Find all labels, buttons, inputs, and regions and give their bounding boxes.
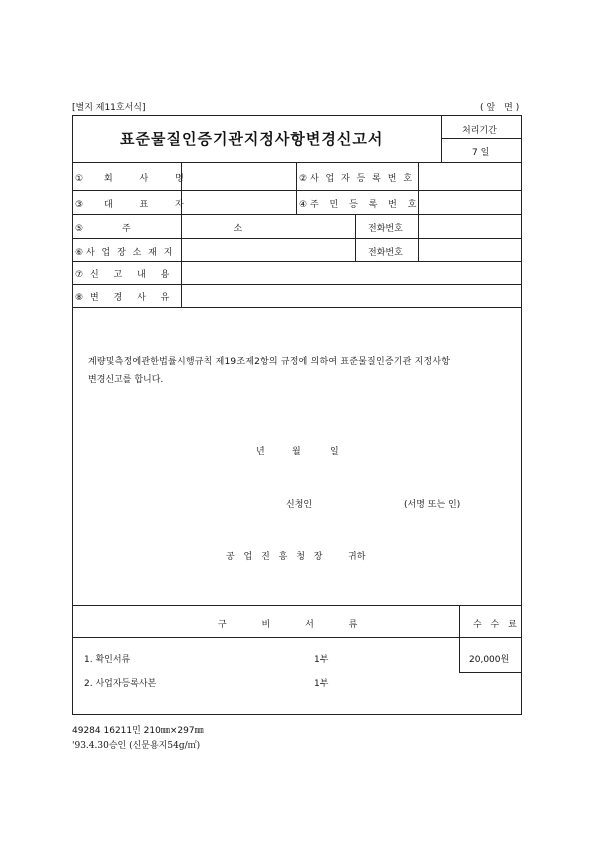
declaration-text-line-2: 변경신고를 합니다. <box>88 375 164 385</box>
date-day-label: 일 <box>330 447 339 457</box>
fee-amount: 20,000원 <box>469 655 510 665</box>
document-item-2-qty: 1부 <box>314 679 329 689</box>
address-field[interactable] <box>182 215 354 238</box>
field-address-label: ⑤ 주 소 <box>75 224 293 234</box>
business-location-field[interactable] <box>182 239 354 261</box>
field-representative-label: ③ 대 표 자 <box>75 200 196 210</box>
company-name-field[interactable] <box>182 163 295 190</box>
footer-approval-info: '93.4.30승인 (신문용지54g/㎡) <box>72 741 201 751</box>
location-phone-field[interactable] <box>419 239 521 261</box>
document-title: 표준물질인증기관지정사항변경신고서 <box>120 130 384 148</box>
document-item-1: 1. 확인서류 <box>84 655 131 665</box>
address-phone-field[interactable] <box>419 215 521 238</box>
processing-period-value: 7 일 <box>472 148 490 158</box>
document-item-1-qty: 1부 <box>314 655 329 665</box>
business-reg-number-field[interactable] <box>419 163 521 190</box>
change-reason-field[interactable] <box>182 285 521 307</box>
phone-label-location: 전화번호 <box>368 248 403 258</box>
signature-label: (서명 또는 인) <box>404 500 461 510</box>
required-documents-header: 구 비 서 류 <box>218 620 374 630</box>
date-year-label: 년 <box>256 447 265 457</box>
honorific-label: 귀하 <box>348 552 366 562</box>
form-number-label: [별지 제11호서식] <box>72 103 146 113</box>
addressee-label: 공 업 진 흥 청 장 <box>226 552 326 562</box>
fee-header: 수 수 료 <box>473 620 520 630</box>
field-business-reg-number-label: ② 사 업 자 등 록 번 호 <box>299 174 414 184</box>
page-side-label: (앞 면) <box>480 103 523 113</box>
applicant-name-field[interactable] <box>320 494 395 510</box>
field-business-location-label: ⑥ 사 업 장 소 재 지 <box>75 248 175 258</box>
date-month-label: 월 <box>292 447 301 457</box>
processing-period-label: 처리기간 <box>462 126 497 136</box>
report-content-field[interactable] <box>182 262 521 284</box>
declaration-text-line-1: 계량및측정에관한법률시행규칙 제19조제2항의 규정에 의하여 표준물질인증기관 지정사항 <box>88 357 451 367</box>
field-resident-reg-number-label: ④ 주 민 등 록 번 호 <box>299 200 421 210</box>
field-company-name-label: ① 회 사 명 <box>75 174 196 184</box>
field-change-reason-label: ⑧ 변 경 사 유 <box>75 293 176 303</box>
phone-label-address: 전화번호 <box>368 224 403 234</box>
document-item-2: 2. 사업자등록사본 <box>84 679 157 689</box>
field-report-content-label: ⑦ 신 고 내 용 <box>75 270 176 280</box>
representative-field[interactable] <box>182 191 295 214</box>
resident-reg-number-field[interactable] <box>419 191 521 214</box>
footer-print-info: 49284 16211민 210㎜×297㎜ <box>72 726 204 736</box>
applicant-label: 신청인 <box>286 500 313 510</box>
